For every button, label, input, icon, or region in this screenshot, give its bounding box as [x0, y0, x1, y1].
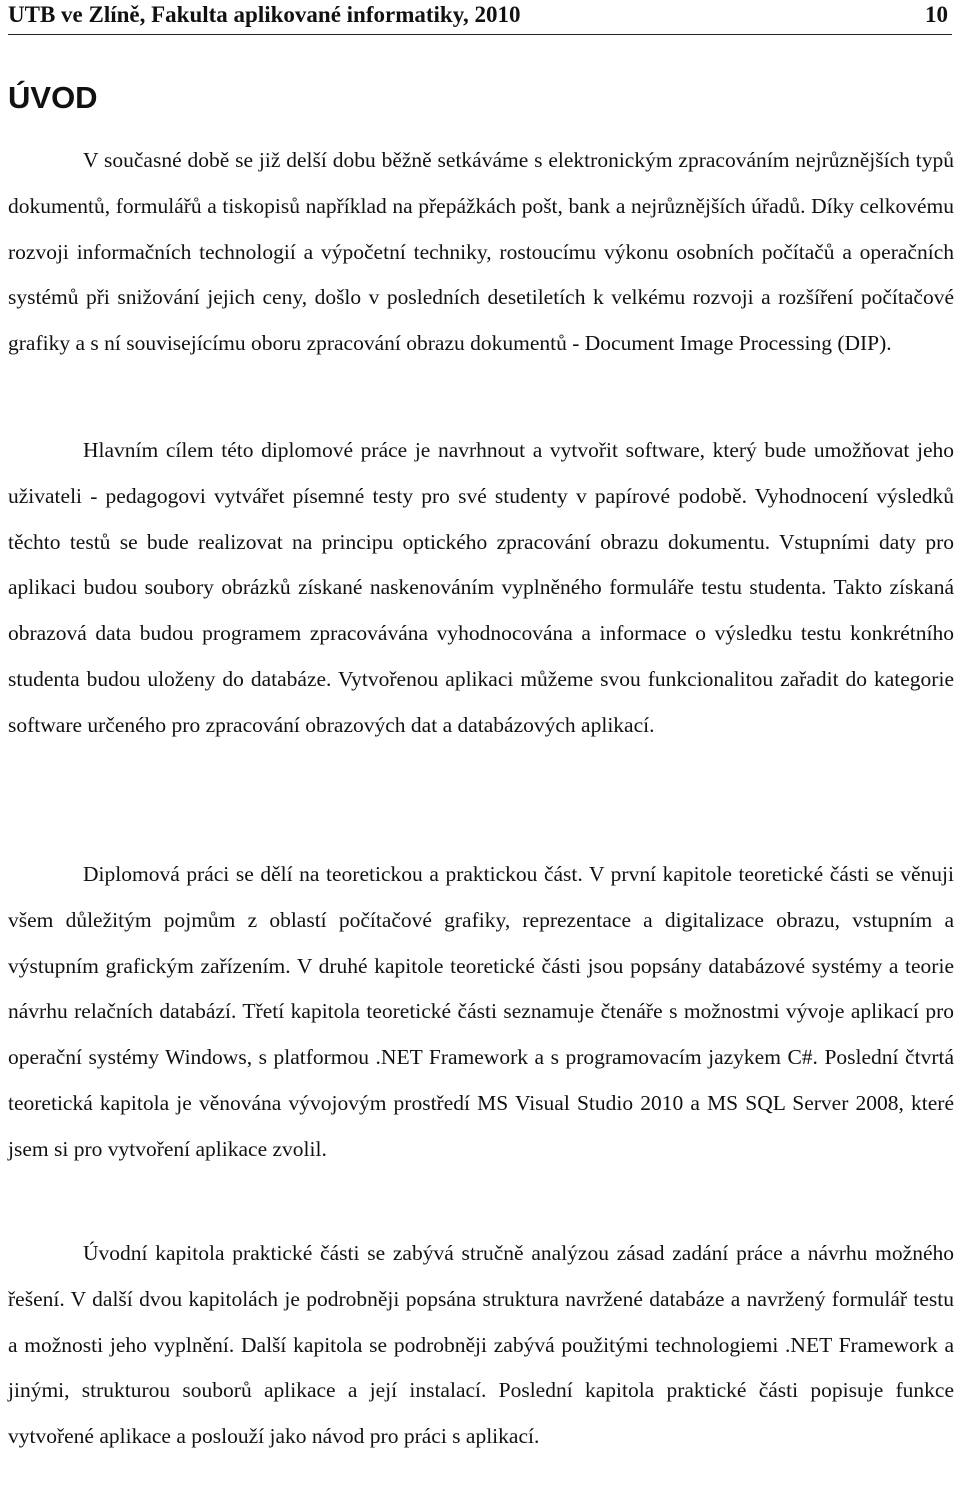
paragraph-goal: Hlavním cílem této diplomové práce je navrhnout a vytvořit software, který bude umožňovat jeho uživateli - pedagogovi vytvářet písemné testy pro své studenty v papírové podobě. Vyhodnocení výsledků těchto testů se bude realizovat na principu optického zpracování obrazu dokumentu. Vstupními daty pro aplikaci budou soubory obrázků získané naskenováním vyplněného formuláře testu studenta. Takto získaná obrazová data budou programem zpracovávána vyhodnocována a informace o výsledku testu konkrétního studenta budou uloženy do databáze. Vytvořenou aplikaci můžeme svou funkcionalitou zařadit do kategorie software určeného pro zpracování obrazových dat a databázových aplikací.	[8, 438, 954, 737]
paragraph-intro: V současné době se již delší dobu běžně setkáváme s elektronickým zpracováním nejrůznějších typů dokumentů, formulářů a tiskopisů například na přepážkách pošt, bank a nejrůznějších úřadů. Díky celkovému rozvoji informačních technologií a výpočetní techniky, rostoucímu výkonu osobních počítačů a operačních systémů při snižování jejich ceny, došlo v posledních desetiletích k velkému rozvoji a rozšíření počítačové grafiky a s ní souvisejícímu oboru zpracování obrazu dokumentů - Document Image Processing (DIP).	[8, 148, 954, 356]
chapter-title: ÚVOD	[8, 80, 98, 115]
page-number: 10	[925, 2, 948, 27]
running-header	[8, 0, 952, 35]
header-title: UTB ve Zlíně, Fakulta aplikované informatiky, 2010	[8, 2, 521, 27]
paragraph-practice-outline: Úvodní kapitola praktické části se zabývá stručně analýzou zásad zadání práce a návrhu možného řešení. V další dvou kapitolách je podrobněji popsána struktura navržené databáze a navržený formulář testu a možnosti jeho vyplnění. Další kapitola se podrobněji zabývá použitými technologiemi .NET Framework a jinými, strukturou souborů aplikace a její instalací. Poslední kapitola praktické části popisuje funkce vytvořené aplikace a poslouží jako návod pro práci s aplikací.	[8, 1241, 954, 1449]
paragraph-theory-outline: Diplomová práci se dělí na teoretickou a praktickou část. V první kapitole teoretické části se věnuji všem důležitým pojmům z oblastí počítačové grafiky, reprezentace a digitalizace obrazu, vstupním a výstupním grafickým zařízením. V druhé kapitole teoretické části jsou popsány databázové systémy a teorie návrhu relačních databází. Třetí kapitola teoretické části seznamuje čtenáře s možnostmi vývoje aplikací pro operační systémy Windows, s platformou .NET Framework a s programovacím jazykem C#. Poslední čtvrtá teoretická kapitola je věnována vývojovým prostředí MS Visual Studio 2010 a MS SQL Server 2008, které jsem si pro vytvoření aplikace zvolil.	[8, 862, 954, 1161]
